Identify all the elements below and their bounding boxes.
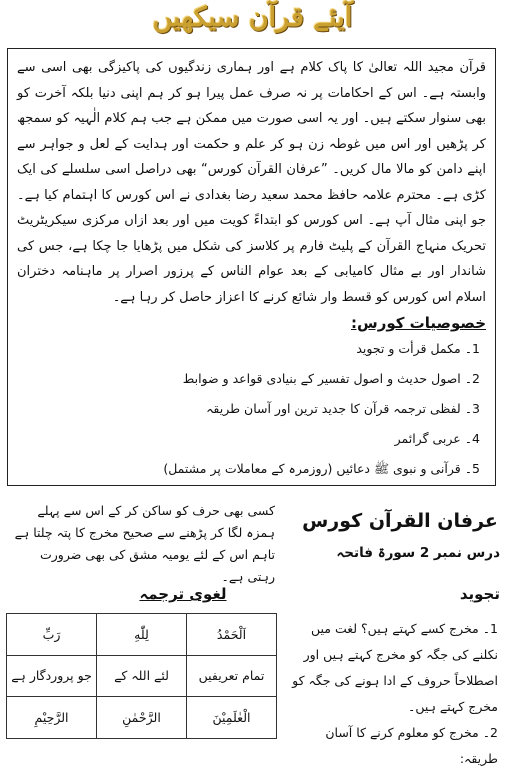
tajweed-heading: تجوید	[459, 585, 500, 603]
feature-item: 4۔ عربی گرائمر	[394, 431, 480, 446]
table-row	[7, 697, 277, 739]
table-cell: تمام تعریفیں	[187, 655, 277, 697]
feature-item: 3۔ لفظی ترجمہ قرآن کا جدید ترین اور آسان طریقہ	[206, 401, 480, 416]
table-cell: الْعٰلَمِيْنَ	[187, 697, 277, 739]
table-cell: جو پروردگار ہے	[7, 655, 97, 697]
lesson-label: درس نمبر 2 سورۃ فاتحہ	[336, 545, 500, 561]
intro-paragraph: قرآن مجید اللہ تعالیٰ کا پاک کلام ہے اور ہماری زندگیوں کی پاکیزگی بھی اسی سے وابستہ ہے۔ اس کے احکامات پر نہ صرف عمل پیرا ہو کر ہم اپنی دنیا بلکہ آخرت کو بھی سنوار سکتے ہیں۔ اور یہ اسی صورت میں ممکن ہے جب ہم کلام الٰہیہ کو سمجھ کر پڑھیں اور اس میں غوطہ زن ہو کر علم و حکمت اور ہدایت کے لعل و جواہر سے اپنے دامن کو مالا مال کریں۔ ”عرفان القرآن کورس“ بھی دراصل اسی سلسلے کی ایک کڑی ہے۔ محترم علامہ حافظ محمد سعید رضا بغدادی نے اس کورس کا اہتمام کیا ہے۔ جو اپنی مثال آپ ہے۔ اس کورس کو ابتداءً کویت میں اور بعد ازاں مرکزی سیکریٹریٹ تحریک منہاج القرآن کے پلیٹ فارم پر کلاسز کی شکل میں پڑھایا جا چکا ہے، جس کی شاندار اور بے مثال کامیابی کے بعد عوام الناس کے پرزور اصرار پر ماہنامہ دختران اسلام اس کورس کو قسط وار شائع کرنے کا اعزاز حاصل کر رہا ہے۔	[17, 60, 486, 305]
feature-item: 5۔ قرآنی و نبوی ﷺ دعائیں (روزمرہ کے معاملات پر مشتمل)	[163, 461, 480, 476]
lughawi-heading: لغوی ترجمہ	[139, 585, 227, 603]
vocabulary-table	[6, 613, 277, 739]
course-title: عرفان القرآن کورس	[302, 510, 498, 532]
features-list	[17, 334, 486, 484]
tajweed-text	[292, 616, 498, 772]
table-row	[7, 614, 277, 656]
table-cell: لئے اللہ کے	[97, 655, 187, 697]
question-2: 2۔ مخرج کو معلوم کرنے کا آسان طریقہ:	[325, 725, 498, 766]
feature-item: 1۔ مکمل قرأت و تجوید	[356, 341, 480, 356]
practice-note: کسی بھی حرف کو ساکن کر کے اس سے پہلے ہمزہ لگا کر پڑھنے سے صحیح مخرج کا پتہ چلتا ہے تاہم اس کے لئے یومیہ مشق کی بھی ضرورت رہتی ہے۔	[14, 503, 275, 584]
intro-box	[7, 48, 496, 486]
feature-item: 2۔ اصول حدیث و اصول تفسیر کے بنیادی قواعد و ضوابط	[182, 371, 480, 386]
page-title: آیئے قرآن سیکھیں	[152, 2, 353, 33]
features-heading: خصوصیات کورس:	[351, 314, 486, 332]
table-cell: لِلّٰهِ	[97, 614, 187, 656]
table-cell: الرَّحِيْمِ	[7, 697, 97, 739]
table-cell: اَلْحَمْدُ	[187, 614, 277, 656]
table-cell: الرَّحْمٰنِ	[97, 697, 187, 739]
table-row	[7, 655, 277, 697]
question-1: 1۔ مخرج کسے کہتے ہیں؟ لغت میں نکلنے کی جگہ کو مخرج کہتے ہیں اور اصطلاحاً حروف کے ادا ہونے کی جگہ کو مخرج کہتے ہیں۔	[292, 621, 498, 714]
table-cell: رَبِّ	[7, 614, 97, 656]
